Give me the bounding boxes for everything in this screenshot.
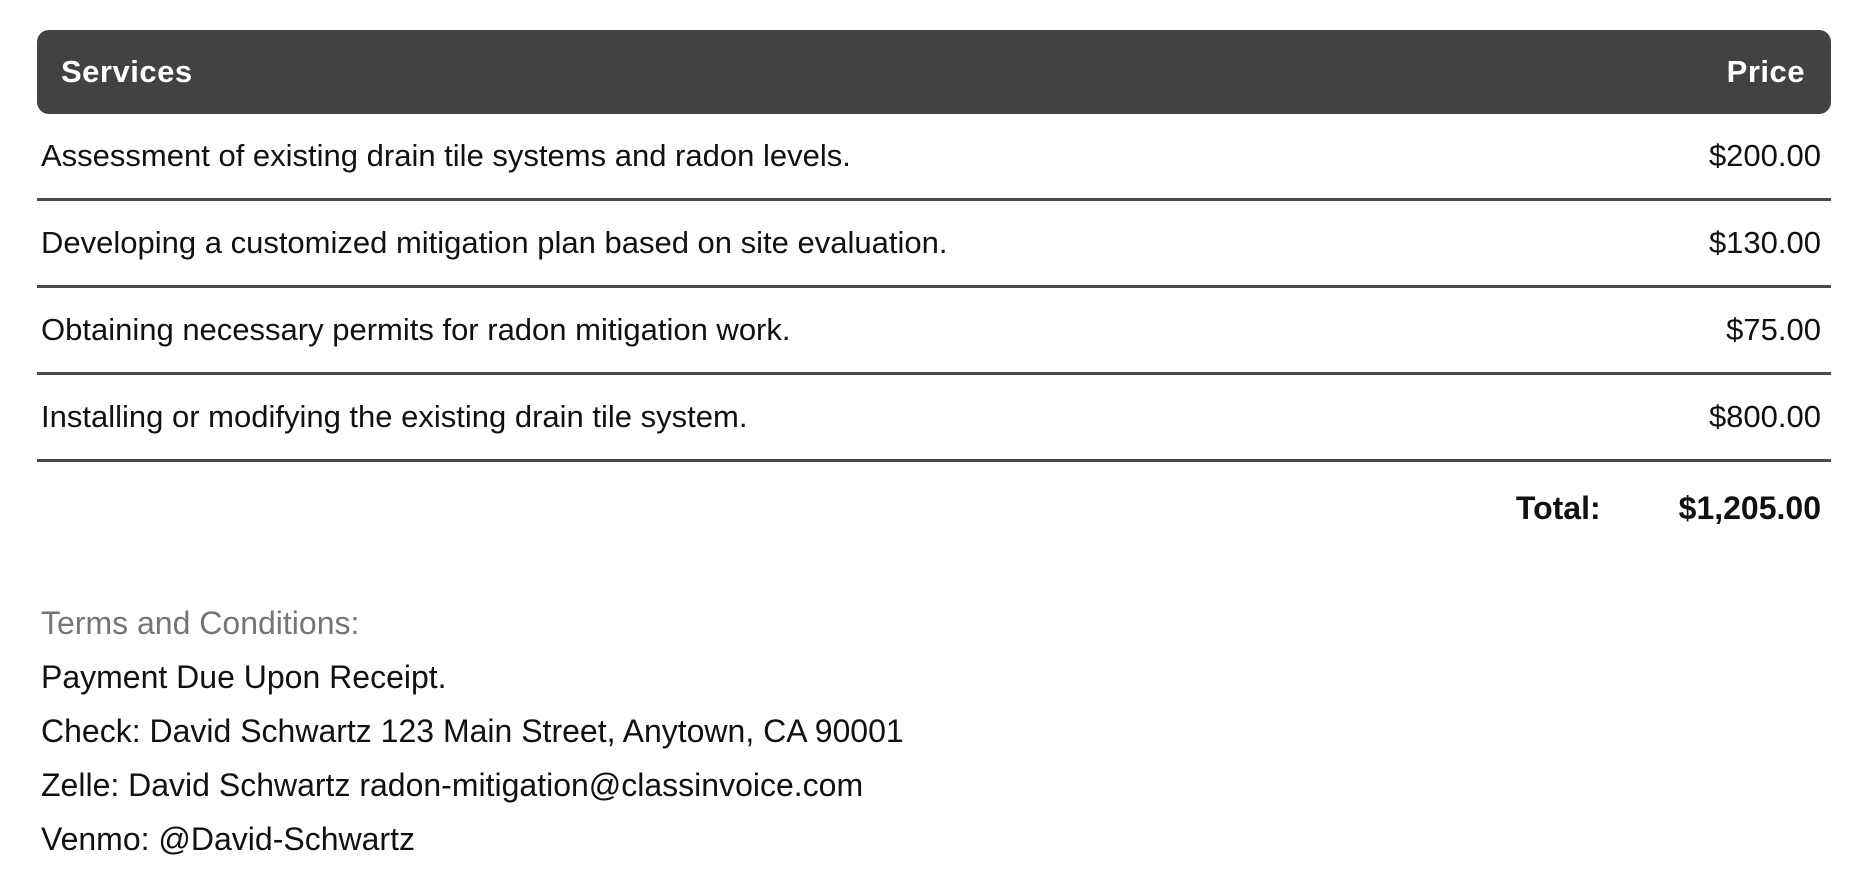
terms-line-venmo: Venmo: @David-Schwartz bbox=[41, 821, 415, 857]
table-row bbox=[37, 288, 1831, 375]
total-value: $1,205.00 bbox=[1678, 489, 1821, 526]
service-description: Obtaining necessary permits for radon mitigation work. bbox=[41, 312, 791, 347]
table-row bbox=[37, 201, 1831, 288]
service-description: Installing or modifying the existing drain tile system. bbox=[41, 399, 748, 434]
service-price: $200.00 bbox=[1708, 138, 1821, 173]
terms-line-payment: Payment Due Upon Receipt. bbox=[41, 659, 447, 695]
terms-heading: Terms and Conditions: bbox=[41, 605, 360, 641]
table-header-bar bbox=[37, 30, 1831, 114]
table-row bbox=[37, 375, 1831, 462]
total-label: Total: bbox=[1515, 489, 1601, 526]
terms-line-check: Check: David Schwartz 123 Main Street, Anytown, CA 90001 bbox=[41, 713, 904, 749]
service-price: $75.00 bbox=[1726, 312, 1821, 347]
table-row bbox=[37, 114, 1831, 201]
services-table bbox=[37, 30, 1831, 554]
service-price: $130.00 bbox=[1708, 225, 1821, 260]
service-description: Assessment of existing drain tile systems and radon levels. bbox=[41, 138, 851, 173]
terms-line-zelle: Zelle: David Schwartz radon-mitigation@classinvoice.com bbox=[41, 767, 864, 803]
total-row bbox=[37, 462, 1831, 554]
service-price: $800.00 bbox=[1708, 399, 1821, 434]
price-column-header: Price bbox=[1726, 54, 1805, 89]
terms-section bbox=[37, 596, 1831, 866]
services-column-header: Services bbox=[61, 54, 193, 89]
service-description: Developing a customized mitigation plan based on site evaluation. bbox=[41, 225, 948, 260]
